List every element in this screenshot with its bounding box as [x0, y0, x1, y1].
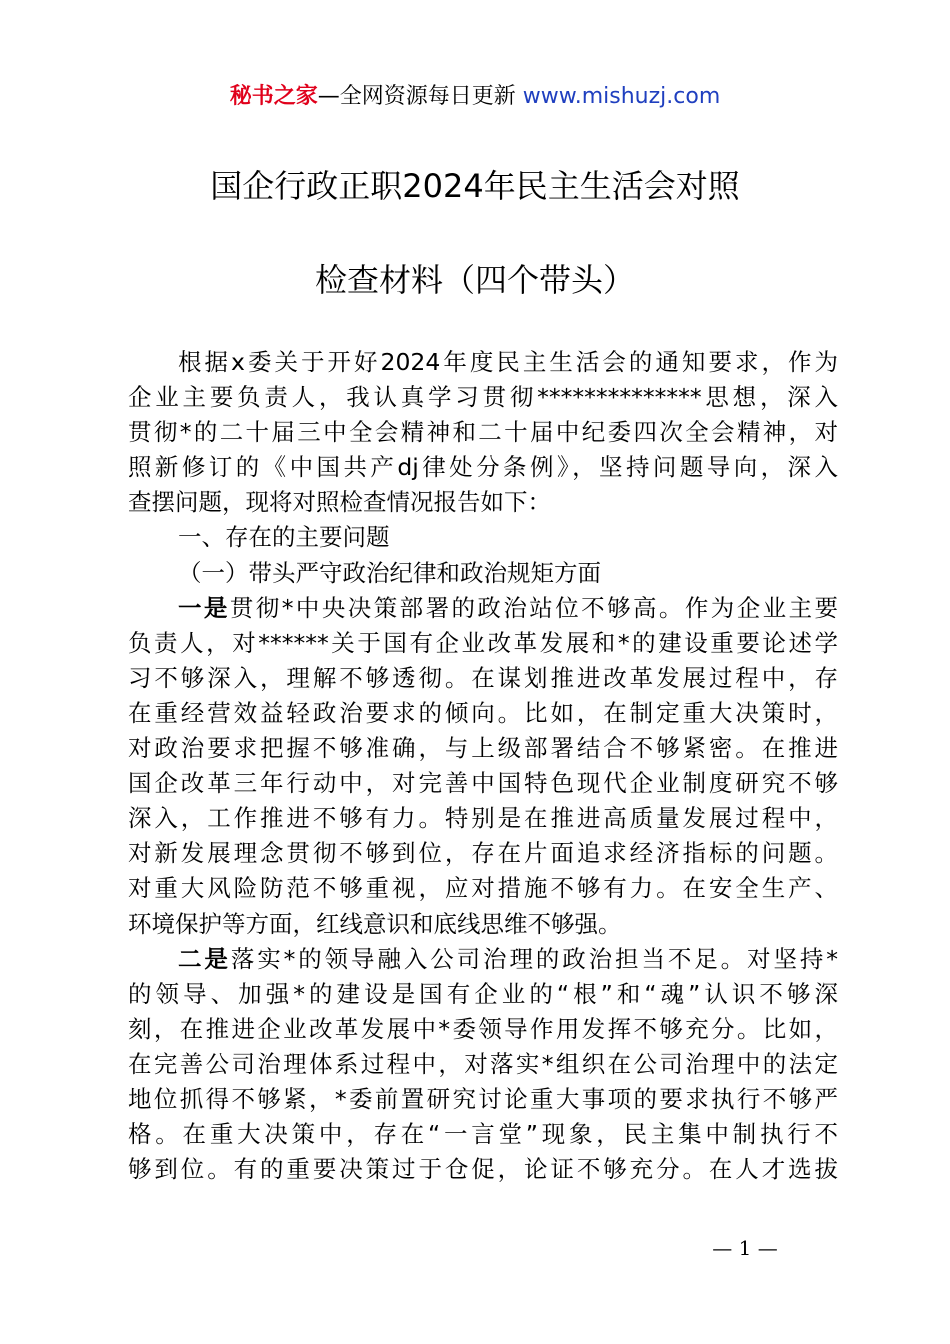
- point-1-line: 对政治要求把握不够准确，与上级部署结合不够紧密。在推进: [128, 734, 838, 763]
- point-2-line: 刻，在推进企业改革发展中*委领导作用发挥不够充分。比如，: [128, 1014, 838, 1043]
- point-2-line: 在完善公司治理体系过程中，对落实*组织在公司治理中的法定: [128, 1049, 838, 1078]
- page-number: — 1 —: [712, 1236, 778, 1260]
- intro-line: 根据x委关于开好2024年度民主生活会的通知要求，作为: [178, 348, 838, 376]
- site-url-link[interactable]: www.mishuzj.com: [522, 84, 721, 109]
- point-2-lead: 二是: [178, 944, 231, 973]
- intro-line: 照新修订的《中国共产dj律处分条例》，坚持问题导向，深入: [128, 453, 838, 482]
- section-heading: 一、存在的主要问题: [178, 523, 390, 552]
- point-1-lead: 一是: [178, 593, 230, 622]
- point-1-line: 负责人，对******关于国有企业改革发展和*的建设重要论述学: [128, 628, 838, 657]
- point-2-line: 的领导、加强*的建设是国有企业的“根”和“魂”认识不够深: [128, 979, 838, 1008]
- point-1-line: 国企改革三年行动中，对完善中国特色现代企业制度研究不够: [128, 769, 838, 798]
- point-1-line: 对重大风险防范不够重视，应对措施不够有力。在安全生产、: [128, 874, 838, 903]
- brand-name: 秘书之家: [229, 84, 318, 109]
- intro-line: 查摆问题，现将对照检查情况报告如下：: [128, 488, 551, 517]
- point-1-line: 深入，工作推进不够有力。特别是在推进高质量发展过程中，: [128, 804, 838, 833]
- point-2-line: 够到位。有的重要决策过于仓促，论证不够充分。在人才选拔: [128, 1155, 838, 1184]
- point-2-first-line: [128, 942, 838, 977]
- point-2-first-text: 落实*的领导融入公司治理的政治担当不足。对坚持*: [230, 944, 839, 973]
- site-header: [0, 80, 950, 114]
- intro-line: 企业主要负责人，我认真学习贯彻**************思想，深入: [128, 383, 838, 412]
- document-body: [128, 345, 838, 1187]
- point-2-line: 格。在重大决策中，存在“一言堂”现象，民主集中制执行不: [128, 1120, 838, 1149]
- header-slogan: —全网资源每日更新: [317, 84, 516, 109]
- point-1-line: 环境保护等方面，红线意识和底线思维不够强。: [128, 909, 622, 938]
- point-1-first-text: 贯彻*中央决策部署的政治站位不够高。作为企业主要: [229, 593, 839, 622]
- document-title-line-2: 检查材料（四个带头）: [314, 261, 635, 299]
- document-title-line-1: 国企行政正职2024年民主生活会对照: [210, 167, 740, 205]
- point-1-line: 对新发展理念贯彻不够到位，存在片面追求经济指标的问题。: [128, 839, 838, 868]
- point-1-line: 习不够深入，理解不够透彻。在谋划推进改革发展过程中，存: [128, 663, 838, 692]
- subsection-heading: （一）带头严守政治纪律和政治规矩方面: [178, 558, 601, 587]
- intro-line: 贯彻*的二十届三中全会精神和二十届中纪委四次全会精神，对: [128, 418, 838, 447]
- point-1-first-line: [128, 591, 838, 626]
- point-1-line: 在重经营效益轻政治要求的倾向。比如，在制定重大决策时，: [128, 698, 838, 727]
- point-2-line: 地位抓得不够紧，*委前置研究讨论重大事项的要求执行不够严: [128, 1084, 838, 1113]
